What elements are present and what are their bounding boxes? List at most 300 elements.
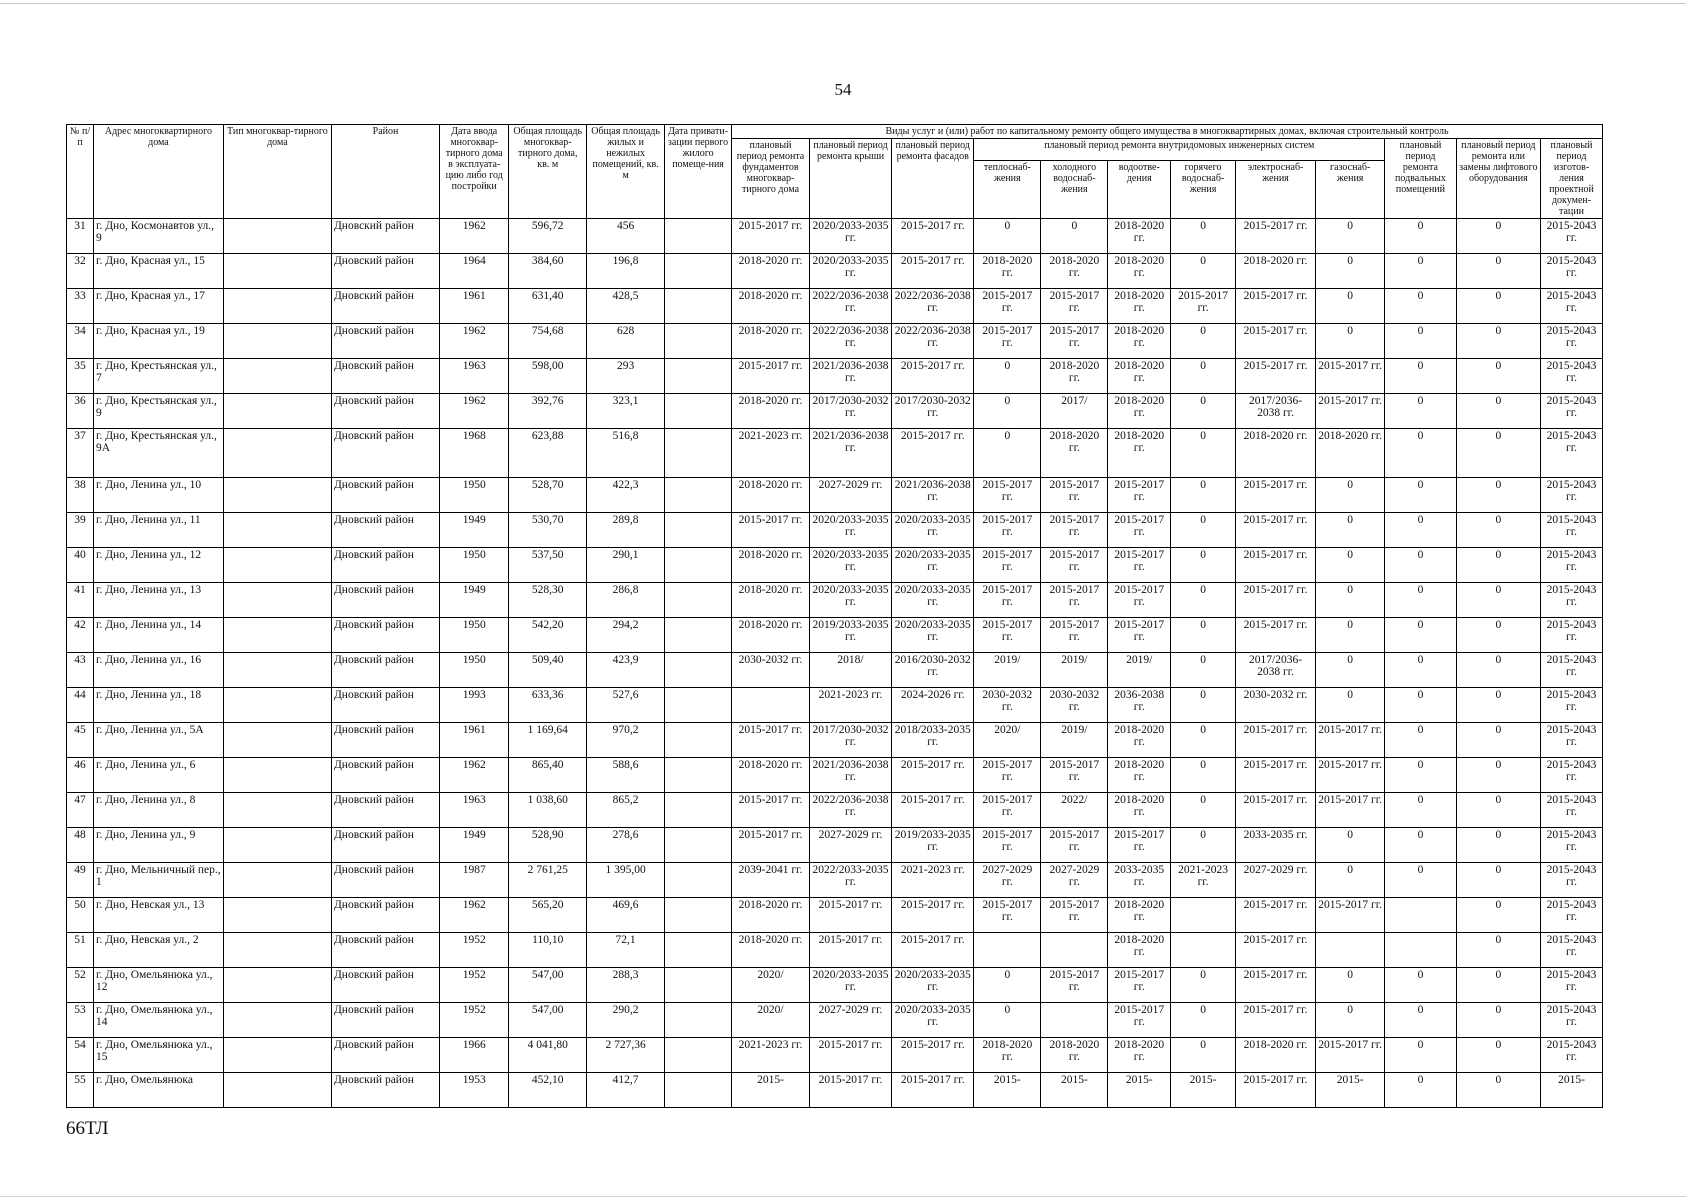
cell-gas: 2015- <box>1316 1073 1385 1108</box>
cell-gas: 0 <box>1316 653 1385 688</box>
cell-drainage: 2018-2020 гг. <box>1108 254 1171 289</box>
cell-cold-water <box>1041 1003 1108 1038</box>
cell-electricity: 2015-2017 гг. <box>1236 324 1316 359</box>
cell-drainage: 2018-2020 гг. <box>1108 898 1171 933</box>
cell-design-docs: 2015- <box>1541 1073 1603 1108</box>
cell-district: Дновский район <box>331 1073 439 1108</box>
table-row <box>67 548 1603 583</box>
cell-foundation: 2018-2020 гг. <box>732 583 810 618</box>
cell-gas: 2015-2017 гг. <box>1316 359 1385 394</box>
cell-electricity: 2015-2017 гг. <box>1236 289 1316 324</box>
cell-design-docs: 2015-2043 гг. <box>1541 828 1603 863</box>
cell-roof: 2021/2036-2038 гг. <box>809 359 891 394</box>
table-row <box>67 1073 1603 1108</box>
header-basement: плановый период ремонта подвальных помещений <box>1385 139 1456 219</box>
cell-facade: 2021/2036-2038 гг. <box>892 478 974 513</box>
cell-number: 39 <box>67 513 94 548</box>
cell-basement: 0 <box>1385 289 1456 324</box>
cell-roof: 2017/2030-2032 гг. <box>809 394 891 429</box>
cell-roof: 2019/2033-2035 гг. <box>809 618 891 653</box>
cell-total-area: 530,70 <box>509 513 587 548</box>
table-row <box>67 324 1603 359</box>
cell-total-area: 754,68 <box>509 324 587 359</box>
cell-roof: 2017/2030-2032 гг. <box>809 723 891 758</box>
cell-design-docs: 2015-2043 гг. <box>1541 394 1603 429</box>
cell-elevator: 0 <box>1456 1038 1540 1073</box>
cell-cold-water: 2015- <box>1041 1073 1108 1108</box>
cell-basement: 0 <box>1385 1003 1456 1038</box>
cell-roof: 2015-2017 гг. <box>809 933 891 968</box>
cell-gas: 2015-2017 гг. <box>1316 793 1385 828</box>
cell-electricity: 2018-2020 гг. <box>1236 254 1316 289</box>
cell-privatization <box>665 618 732 653</box>
cell-total-area: 2 761,25 <box>509 863 587 898</box>
footer-code: 66ТЛ <box>66 1118 109 1139</box>
cell-design-docs: 2015-2043 гг. <box>1541 219 1603 254</box>
cell-house-type <box>223 478 331 513</box>
cell-hot-water: 0 <box>1171 219 1236 254</box>
cell-address: г. Дно, Ленина ул., 18 <box>94 688 224 723</box>
cell-privatization <box>665 254 732 289</box>
cell-drainage: 2018-2020 гг. <box>1108 429 1171 478</box>
cell-number: 38 <box>67 478 94 513</box>
cell-number: 54 <box>67 1038 94 1073</box>
cell-total-area: 4 041,80 <box>509 1038 587 1073</box>
cell-address: г. Дно, Омельянюка ул., 14 <box>94 1003 224 1038</box>
cell-cold-water: 2015-2017 гг. <box>1041 968 1108 1003</box>
cell-district: Дновский район <box>331 863 439 898</box>
cell-number: 45 <box>67 723 94 758</box>
cell-electricity: 2015-2017 гг. <box>1236 968 1316 1003</box>
cell-house-type <box>223 618 331 653</box>
cell-heating: 2015-2017 гг. <box>974 583 1041 618</box>
cell-district: Дновский район <box>331 793 439 828</box>
cell-number: 35 <box>67 359 94 394</box>
cell-facade: 2018/2033-2035 гг. <box>892 723 974 758</box>
cell-cold-water: 2030-2032 гг. <box>1041 688 1108 723</box>
cell-premises-area: 196,8 <box>587 254 665 289</box>
cell-number: 52 <box>67 968 94 1003</box>
cell-year: 1962 <box>440 324 509 359</box>
cell-elevator: 0 <box>1456 583 1540 618</box>
cell-foundation: 2018-2020 гг. <box>732 758 810 793</box>
cell-number: 37 <box>67 429 94 478</box>
cell-privatization <box>665 1073 732 1108</box>
cell-privatization <box>665 324 732 359</box>
cell-design-docs: 2015-2043 гг. <box>1541 793 1603 828</box>
cell-design-docs: 2015-2043 гг. <box>1541 429 1603 478</box>
cell-roof: 2022/2033-2035 гг. <box>809 863 891 898</box>
table-row <box>67 898 1603 933</box>
cell-privatization <box>665 548 732 583</box>
header-row-1 <box>67 125 1603 139</box>
cell-year: 1966 <box>440 1038 509 1073</box>
cell-number: 43 <box>67 653 94 688</box>
table-row <box>67 359 1603 394</box>
cell-design-docs: 2015-2043 гг. <box>1541 758 1603 793</box>
cell-address: г. Дно, Красная ул., 17 <box>94 289 224 324</box>
cell-hot-water: 0 <box>1171 429 1236 478</box>
cell-number: 36 <box>67 394 94 429</box>
cell-electricity: 2015-2017 гг. <box>1236 548 1316 583</box>
cell-premises-area: 288,3 <box>587 968 665 1003</box>
cell-basement: 0 <box>1385 863 1456 898</box>
cell-year: 1962 <box>440 219 509 254</box>
cell-district: Дновский район <box>331 758 439 793</box>
cell-drainage: 2018-2020 гг. <box>1108 723 1171 758</box>
cell-privatization <box>665 723 732 758</box>
cell-foundation: 2015-2017 гг. <box>732 828 810 863</box>
cell-elevator: 0 <box>1456 898 1540 933</box>
cell-year: 1949 <box>440 828 509 863</box>
cell-drainage: 2015-2017 гг. <box>1108 478 1171 513</box>
cell-premises-area: 293 <box>587 359 665 394</box>
cell-premises-area: 72,1 <box>587 933 665 968</box>
cell-design-docs: 2015-2043 гг. <box>1541 688 1603 723</box>
cell-number: 49 <box>67 863 94 898</box>
cell-heating: 0 <box>974 429 1041 478</box>
cell-total-area: 110,10 <box>509 933 587 968</box>
cell-basement: 0 <box>1385 618 1456 653</box>
cell-hot-water <box>1171 898 1236 933</box>
cell-drainage: 2018-2020 гг. <box>1108 793 1171 828</box>
cell-elevator: 0 <box>1456 688 1540 723</box>
cell-hot-water: 0 <box>1171 548 1236 583</box>
cell-address: г. Дно, Невская ул., 2 <box>94 933 224 968</box>
cell-district: Дновский район <box>331 933 439 968</box>
cell-house-type <box>223 324 331 359</box>
cell-basement: 0 <box>1385 513 1456 548</box>
cell-basement: 0 <box>1385 219 1456 254</box>
cell-privatization <box>665 1003 732 1038</box>
cell-basement: 0 <box>1385 758 1456 793</box>
cell-hot-water: 0 <box>1171 359 1236 394</box>
table-row <box>67 478 1603 513</box>
cell-drainage: 2018-2020 гг. <box>1108 1038 1171 1073</box>
cell-basement: 0 <box>1385 359 1456 394</box>
cell-electricity: 2015-2017 гг. <box>1236 758 1316 793</box>
header-district: Район <box>331 125 439 219</box>
cell-district: Дновский район <box>331 618 439 653</box>
cell-hot-water: 2015- <box>1171 1073 1236 1108</box>
table-row <box>67 793 1603 828</box>
cell-roof: 2020/2033-2035 гг. <box>809 583 891 618</box>
cell-premises-area: 527,6 <box>587 688 665 723</box>
header-address: Адрес многоквартирного дома <box>94 125 224 219</box>
cell-elevator: 0 <box>1456 933 1540 968</box>
cell-electricity: 2018-2020 гг. <box>1236 1038 1316 1073</box>
cell-year: 1963 <box>440 359 509 394</box>
cell-house-type <box>223 513 331 548</box>
cell-foundation: 2018-2020 гг. <box>732 548 810 583</box>
cell-number: 31 <box>67 219 94 254</box>
cell-house-type <box>223 863 331 898</box>
cell-year: 1961 <box>440 289 509 324</box>
cell-foundation: 2015-2017 гг. <box>732 793 810 828</box>
cell-hot-water: 0 <box>1171 1038 1236 1073</box>
cell-district: Дновский район <box>331 478 439 513</box>
table-row <box>67 513 1603 548</box>
cell-roof: 2015-2017 гг. <box>809 1073 891 1108</box>
cell-year: 1993 <box>440 688 509 723</box>
cell-address: г. Дно, Мельничный пер., 1 <box>94 863 224 898</box>
cell-facade: 2020/2033-2035 гг. <box>892 968 974 1003</box>
cell-year: 1950 <box>440 478 509 513</box>
table-row <box>67 219 1603 254</box>
cell-privatization <box>665 429 732 478</box>
cell-cold-water <box>1041 933 1108 968</box>
cell-electricity: 2015-2017 гг. <box>1236 478 1316 513</box>
cell-design-docs: 2015-2043 гг. <box>1541 863 1603 898</box>
header-hot-water: горячего водоснаб-жения <box>1171 161 1236 219</box>
cell-facade: 2022/2036-2038 гг. <box>892 324 974 359</box>
cell-elevator: 0 <box>1456 723 1540 758</box>
cell-elevator: 0 <box>1456 793 1540 828</box>
cell-address: г. Дно, Ленина ул., 14 <box>94 618 224 653</box>
cell-house-type <box>223 933 331 968</box>
cell-year: 1952 <box>440 933 509 968</box>
cell-house-type <box>223 219 331 254</box>
cell-year: 1962 <box>440 758 509 793</box>
cell-foundation: 2015- <box>732 1073 810 1108</box>
cell-house-type <box>223 254 331 289</box>
cell-roof: 2020/2033-2035 гг. <box>809 968 891 1003</box>
cell-cold-water: 2015-2017 гг. <box>1041 583 1108 618</box>
cell-elevator: 0 <box>1456 394 1540 429</box>
cell-basement <box>1385 933 1456 968</box>
cell-house-type <box>223 429 331 478</box>
table-row <box>67 828 1603 863</box>
cell-heating: 0 <box>974 1003 1041 1038</box>
cell-gas: 0 <box>1316 513 1385 548</box>
cell-roof: 2020/2033-2035 гг. <box>809 254 891 289</box>
header-foundation: плановый период ремонта фундаментов многоквар-тирного дома <box>732 139 810 219</box>
cell-privatization <box>665 394 732 429</box>
cell-district: Дновский район <box>331 324 439 359</box>
cell-drainage: 2015-2017 гг. <box>1108 583 1171 618</box>
cell-electricity: 2027-2029 гг. <box>1236 863 1316 898</box>
cell-privatization <box>665 359 732 394</box>
cell-basement: 0 <box>1385 653 1456 688</box>
cell-elevator: 0 <box>1456 653 1540 688</box>
cell-facade: 2015-2017 гг. <box>892 758 974 793</box>
cell-roof: 2021-2023 гг. <box>809 688 891 723</box>
cell-privatization <box>665 289 732 324</box>
cell-house-type <box>223 1073 331 1108</box>
cell-cold-water: 2019/ <box>1041 723 1108 758</box>
cell-elevator: 0 <box>1456 429 1540 478</box>
cell-gas: 0 <box>1316 324 1385 359</box>
cell-district: Дновский район <box>331 254 439 289</box>
cell-privatization <box>665 653 732 688</box>
cell-house-type <box>223 758 331 793</box>
cell-hot-water <box>1171 933 1236 968</box>
cell-elevator: 0 <box>1456 618 1540 653</box>
cell-hot-water: 0 <box>1171 758 1236 793</box>
cell-electricity: 2015-2017 гг. <box>1236 1003 1316 1038</box>
cell-district: Дновский район <box>331 548 439 583</box>
cell-privatization <box>665 863 732 898</box>
cell-hot-water: 2021-2023 гг. <box>1171 863 1236 898</box>
cell-cold-water: 2018-2020 гг. <box>1041 359 1108 394</box>
cell-drainage: 2019/ <box>1108 653 1171 688</box>
cell-elevator: 0 <box>1456 758 1540 793</box>
cell-address: г. Дно, Ленина ул., 10 <box>94 478 224 513</box>
cell-foundation: 2015-2017 гг. <box>732 359 810 394</box>
cell-drainage: 2018-2020 гг. <box>1108 933 1171 968</box>
cell-privatization <box>665 758 732 793</box>
table-row <box>67 429 1603 478</box>
cell-district: Дновский район <box>331 688 439 723</box>
cell-electricity: 2015-2017 гг. <box>1236 583 1316 618</box>
table-row <box>67 254 1603 289</box>
header-gas: газоснаб-жения <box>1316 161 1385 219</box>
cell-address: г. Дно, Омельянюка ул., 15 <box>94 1038 224 1073</box>
scan-edge-top <box>0 3 1686 4</box>
cell-facade: 2015-2017 гг. <box>892 359 974 394</box>
cell-elevator: 0 <box>1456 1073 1540 1108</box>
header-num: № п/п <box>67 125 94 219</box>
cell-foundation: 2015-2017 гг. <box>732 513 810 548</box>
cell-facade: 2015-2017 гг. <box>892 793 974 828</box>
cell-heating: 2015-2017 гг. <box>974 758 1041 793</box>
cell-electricity: 2015-2017 гг. <box>1236 933 1316 968</box>
cell-foundation: 2018-2020 гг. <box>732 289 810 324</box>
cell-address: г. Дно, Космонавтов ул., 9 <box>94 219 224 254</box>
cell-address: г. Дно, Ленина ул., 13 <box>94 583 224 618</box>
cell-total-area: 537,50 <box>509 548 587 583</box>
cell-foundation: 2018-2020 гг. <box>732 898 810 933</box>
cell-heating: 2018-2020 гг. <box>974 1038 1041 1073</box>
table-row <box>67 758 1603 793</box>
cell-roof: 2027-2029 гг. <box>809 478 891 513</box>
cell-roof: 2020/2033-2035 гг. <box>809 219 891 254</box>
cell-gas: 0 <box>1316 618 1385 653</box>
cell-total-area: 528,30 <box>509 583 587 618</box>
cell-number: 40 <box>67 548 94 583</box>
cell-hot-water: 0 <box>1171 324 1236 359</box>
cell-design-docs: 2015-2043 гг. <box>1541 478 1603 513</box>
cell-basement: 0 <box>1385 478 1456 513</box>
cell-basement: 0 <box>1385 1038 1456 1073</box>
cell-number: 41 <box>67 583 94 618</box>
cell-electricity: 2015-2017 гг. <box>1236 359 1316 394</box>
cell-premises-area: 628 <box>587 324 665 359</box>
cell-address: г. Дно, Ленина ул., 11 <box>94 513 224 548</box>
cell-house-type <box>223 1038 331 1073</box>
header-engineering-group: плановый период ремонта внутридомовых инженерных систем <box>974 139 1385 161</box>
header-premises-area: Общая площадь жилых и нежилых помещений, кв. м <box>587 125 665 219</box>
cell-drainage: 2018-2020 гг. <box>1108 359 1171 394</box>
cell-design-docs: 2015-2043 гг. <box>1541 513 1603 548</box>
cell-hot-water: 0 <box>1171 968 1236 1003</box>
cell-electricity: 2015-2017 гг. <box>1236 513 1316 548</box>
cell-total-area: 1 038,60 <box>509 793 587 828</box>
cell-premises-area: 290,2 <box>587 1003 665 1038</box>
cell-electricity: 2033-2035 гг. <box>1236 828 1316 863</box>
cell-district: Дновский район <box>331 289 439 324</box>
cell-drainage: 2018-2020 гг. <box>1108 289 1171 324</box>
cell-cold-water: 2018-2020 гг. <box>1041 429 1108 478</box>
cell-hot-water: 0 <box>1171 618 1236 653</box>
header-facade: плановый период ремонта фасадов <box>892 139 974 219</box>
cell-design-docs: 2015-2043 гг. <box>1541 653 1603 688</box>
cell-total-area: 865,40 <box>509 758 587 793</box>
cell-facade: 2015-2017 гг. <box>892 933 974 968</box>
cell-design-docs: 2015-2043 гг. <box>1541 618 1603 653</box>
cell-basement: 0 <box>1385 1073 1456 1108</box>
cell-drainage: 2015- <box>1108 1073 1171 1108</box>
cell-foundation <box>732 688 810 723</box>
cell-gas <box>1316 933 1385 968</box>
cell-house-type <box>223 688 331 723</box>
cell-roof: 2027-2029 гг. <box>809 1003 891 1038</box>
cell-cold-water: 2015-2017 гг. <box>1041 618 1108 653</box>
cell-gas: 0 <box>1316 863 1385 898</box>
cell-house-type <box>223 828 331 863</box>
cell-privatization <box>665 688 732 723</box>
cell-house-type <box>223 394 331 429</box>
cell-total-area: 598,00 <box>509 359 587 394</box>
cell-premises-area: 588,6 <box>587 758 665 793</box>
cell-drainage: 2036-2038 гг. <box>1108 688 1171 723</box>
cell-roof: 2021/2036-2038 гг. <box>809 758 891 793</box>
cell-address: г. Дно, Красная ул., 15 <box>94 254 224 289</box>
cell-cold-water: 2017/ <box>1041 394 1108 429</box>
cell-number: 53 <box>67 1003 94 1038</box>
cell-design-docs: 2015-2043 гг. <box>1541 583 1603 618</box>
cell-roof: 2022/2036-2038 гг. <box>809 793 891 828</box>
cell-total-area: 509,40 <box>509 653 587 688</box>
cell-basement: 0 <box>1385 324 1456 359</box>
cell-number: 47 <box>67 793 94 828</box>
cell-cold-water: 2015-2017 гг. <box>1041 289 1108 324</box>
cell-premises-area: 865,2 <box>587 793 665 828</box>
cell-cold-water: 2022/ <box>1041 793 1108 828</box>
cell-drainage: 2015-2017 гг. <box>1108 1003 1171 1038</box>
table-row <box>67 289 1603 324</box>
cell-heating: 0 <box>974 968 1041 1003</box>
cell-heating: 2019/ <box>974 653 1041 688</box>
cell-elevator: 0 <box>1456 513 1540 548</box>
cell-gas: 0 <box>1316 968 1385 1003</box>
cell-design-docs: 2015-2043 гг. <box>1541 933 1603 968</box>
cell-design-docs: 2015-2043 гг. <box>1541 898 1603 933</box>
cell-gas: 2015-2017 гг. <box>1316 898 1385 933</box>
cell-total-area: 631,40 <box>509 289 587 324</box>
header-cold-water: холодного водоснаб-жения <box>1041 161 1108 219</box>
table-row <box>67 1003 1603 1038</box>
cell-design-docs: 2015-2043 гг. <box>1541 968 1603 1003</box>
header-design-docs: плановый период изготов-ления проектной докумен-тации <box>1541 139 1603 219</box>
cell-year: 1952 <box>440 968 509 1003</box>
cell-district: Дновский район <box>331 219 439 254</box>
cell-roof: 2020/2033-2035 гг. <box>809 513 891 548</box>
cell-foundation: 2021-2023 гг. <box>732 429 810 478</box>
cell-design-docs: 2015-2043 гг. <box>1541 723 1603 758</box>
cell-foundation: 2018-2020 гг. <box>732 618 810 653</box>
cell-premises-area: 289,8 <box>587 513 665 548</box>
cell-basement: 0 <box>1385 583 1456 618</box>
cell-address: г. Дно, Ленина ул., 6 <box>94 758 224 793</box>
cell-house-type <box>223 723 331 758</box>
cell-facade: 2015-2017 гг. <box>892 254 974 289</box>
cell-basement: 0 <box>1385 723 1456 758</box>
cell-facade: 2022/2036-2038 гг. <box>892 289 974 324</box>
cell-privatization <box>665 793 732 828</box>
cell-premises-area: 278,6 <box>587 828 665 863</box>
cell-electricity: 2018-2020 гг. <box>1236 429 1316 478</box>
